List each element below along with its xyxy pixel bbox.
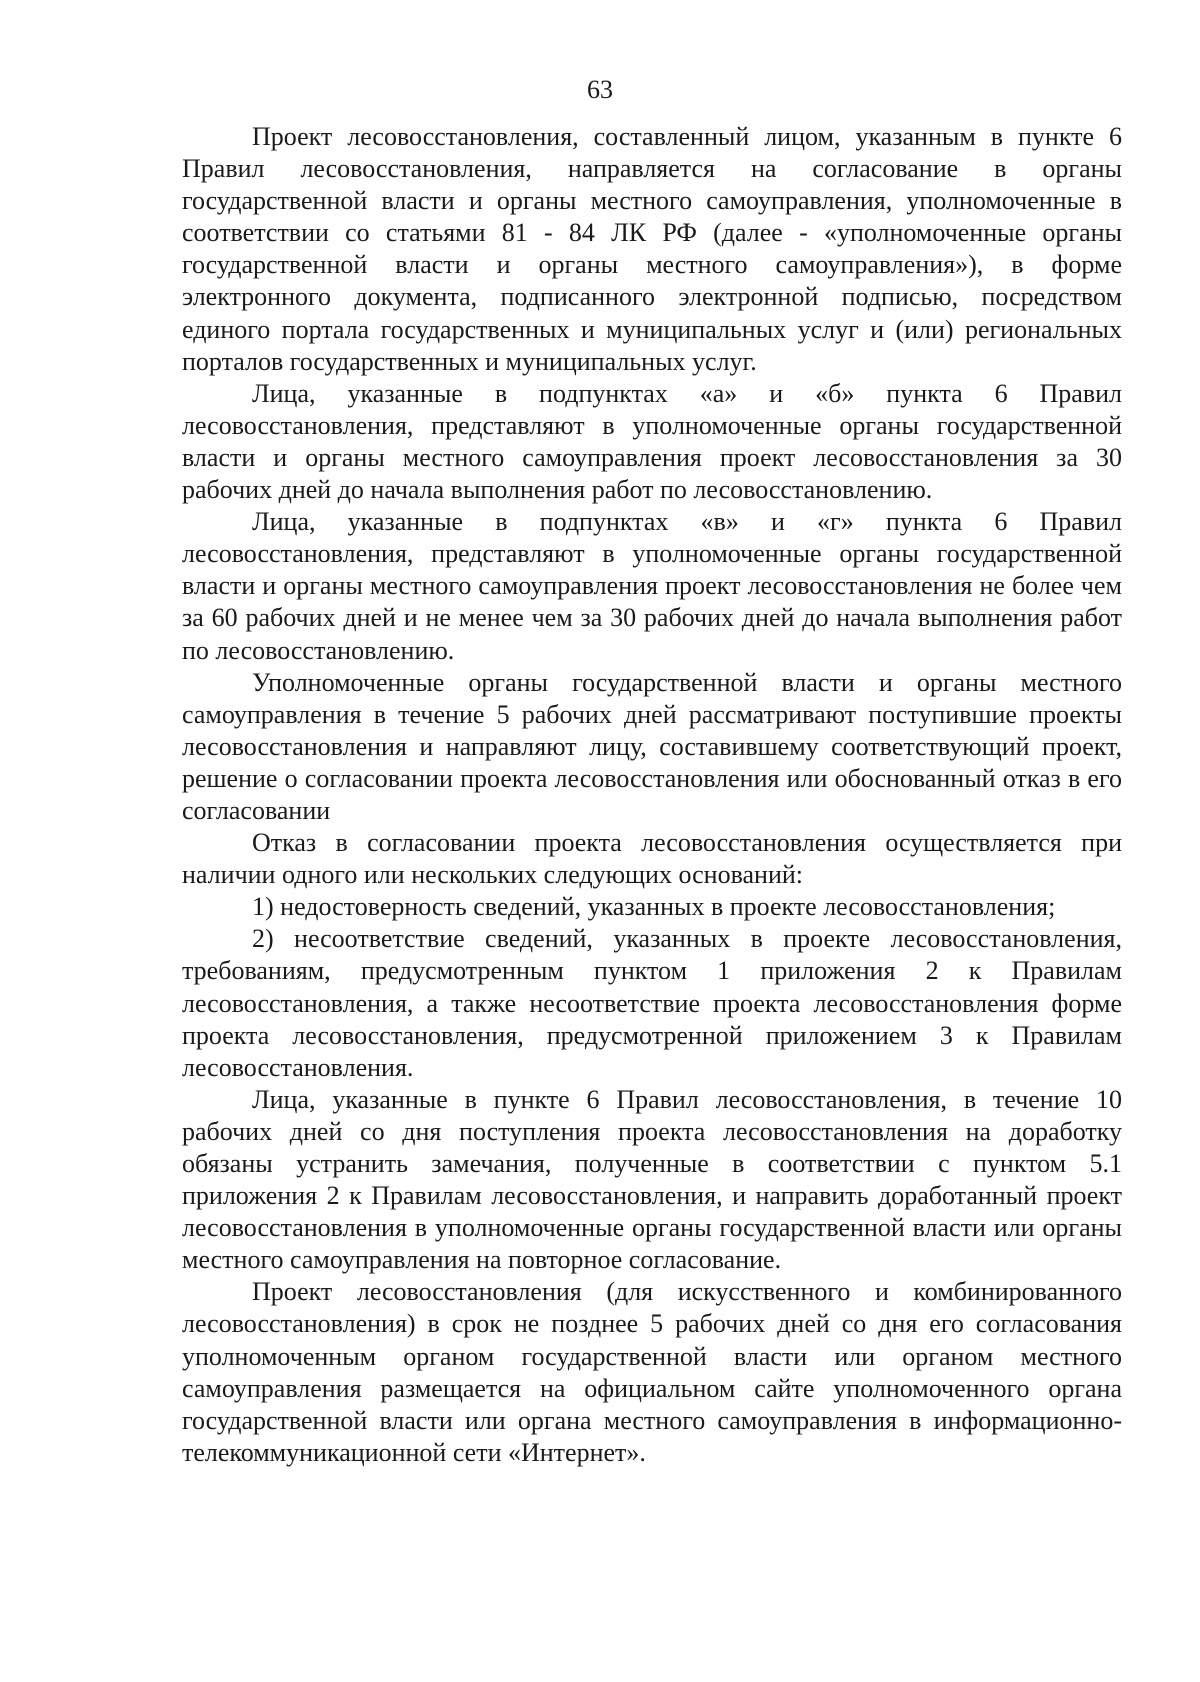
body-text [182, 121, 1122, 1469]
paragraph-3: Лица, указанные в подпунктах «в» и «г» пункта 6 Правил лесовосстановления, представляют в уполномоченные органы государственной власти и органы местного самоуправления проект лесовосстановления не более чем за 60 рабочих дней и не менее чем за 30 рабочих дней до начала выполнения работ по лесовосстановлению. [182, 507, 1122, 665]
paragraph-2: Лица, указанные в подпунктах «а» и «б» пункта 6 Правил лесовосстановления, представляют в уполномоченные органы государственной власти и органы местного самоуправления проект лесовосстановления за 30 рабочих дней до начала выполнения работ по лесовосстановлению. [182, 378, 1122, 505]
page-number: 63 [587, 75, 613, 104]
paragraph-6: Лица, указанные в пункте 6 Правил лесовосстановления, в течение 10 рабочих дней со дня поступления проекта лесовосстановления на доработку обязаны устранить замечания, полученные в соответствии с пунктом 5.1 приложения 2 к Правилам лесовосстановления, и направить доработанный проект лесовосстановления в уполномоченные органы государственной власти или органы местного самоуправления на повторное согласование. [182, 1084, 1122, 1275]
list-item-2: 2) несоответствие сведений, указанных в проекте лесовосстановления, требованиям, предусмотренным пунктом 1 приложения 2 к Правилам лесовосстановления, а также несоответствие проекта лесовосстановления форме проекта лесовосстановления, предусмотренной приложением 3 к Правилам лесовосстановления. [182, 924, 1122, 1082]
paragraph-4: Уполномоченные органы государственной власти и органы местного самоуправления в течение 5 рабочих дней рассматривают поступившие проекты лесовосстановления и направляют лицу, составившему соответствующий проект, решение о согласовании проекта лесовосстановления или обоснованный отказ в его согласовании [182, 667, 1122, 825]
list-item-1: 1) недостоверность сведений, указанных в проекте лесовосстановления; [252, 892, 1056, 922]
paragraph-7: Проект лесовосстановления (для искусственного и комбинированного лесовосстановления) в срок не позднее 5 рабочих дней со дня его согласования уполномоченным органом государственной власти или органом местного самоуправления размещается на официальном сайте уполномоченного органа государственной власти или органа местного самоуправления в информационно-телекоммуникационной сети «Интернет». [182, 1277, 1122, 1467]
paragraph-5: Отказ в согласовании проекта лесовосстановления осуществляется при наличии одного или нескольких следующих оснований: [182, 828, 1122, 890]
paragraph-1: Проект лесовосстановления, составленный лицом, указанным в пункте 6 Правил лесовосстановления, направляется на согласование в органы государственной власти и органы местного самоуправления, уполномоченные в соответствии со статьями 81 - 84 ЛК РФ (далее - «уполномоченные органы государственной власти и органы местного самоуправления»), в форме электронного документа, подписанного электронной подписью, посредством единого портала государственных и муниципальных услуг и (или) региональных порталов государственных и муниципальных услуг. [182, 122, 1122, 376]
